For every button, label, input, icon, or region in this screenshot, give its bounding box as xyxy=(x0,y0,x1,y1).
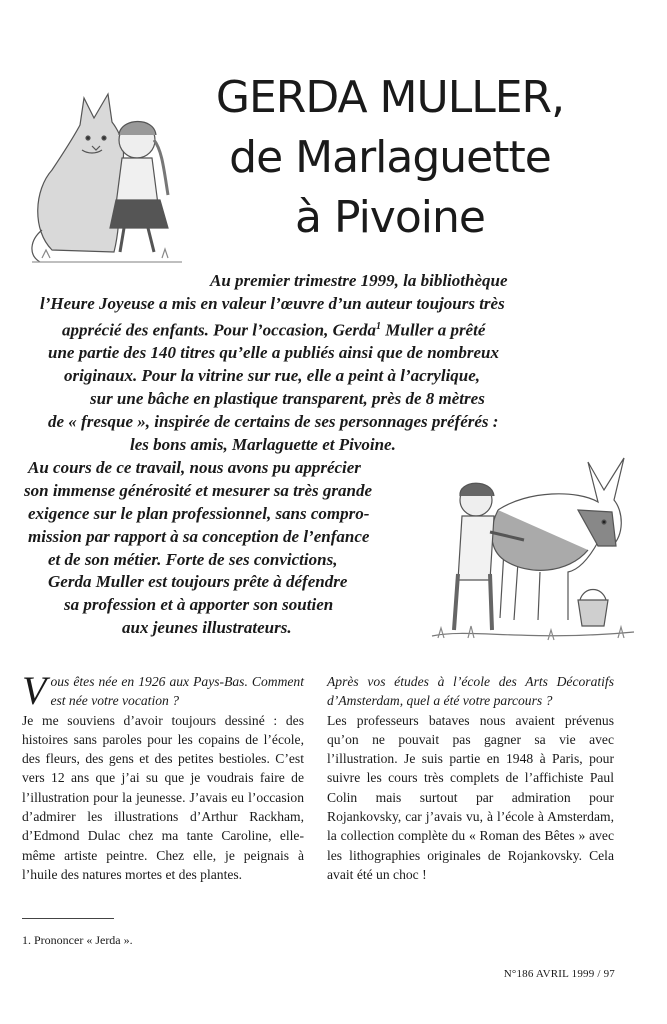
intro-line: exigence sur le plan professionnel, sans compro- xyxy=(28,503,370,523)
intro-line: sur une bâche en plastique transparent, près de 8 mètres xyxy=(90,389,485,409)
intro-line: l’Heure Joyeuse a mis en valeur l’œuvre d’un auteur toujours très xyxy=(40,293,505,313)
intro-line: Au cours de ce travail, nous avons pu apprécier xyxy=(28,457,361,477)
drop-cap: V xyxy=(22,668,47,713)
intro-line: une partie des 140 titres qu’elle a publiés ainsi que de nombreux xyxy=(48,343,499,363)
intro-line: aux jeunes illustrateurs. xyxy=(122,618,292,638)
intro-line: Au premier trimestre 1999, la bibliothèque xyxy=(210,271,508,290)
intro-line: sa profession et à apporter son soutien xyxy=(64,595,334,615)
intro-line: originaux. Pour la vitrine sur rue, elle a peint à l’acrylique, xyxy=(64,366,481,386)
intro-line: apprécié des enfants. Pour l’occasion, Gerda$^1$ Muller a prêté xyxy=(62,320,486,340)
intro-line: Gerda Muller est toujours prête à défendre xyxy=(48,572,348,592)
wolf-and-girl-illustration xyxy=(22,80,192,270)
right-column xyxy=(327,672,614,884)
intro-line: mission par rapport à sa conception de l’enfance xyxy=(28,526,370,546)
footnote: 1. Prononcer « Jerda ». xyxy=(22,933,133,947)
page-folio: N°186 AVRIL 1999 / 97 xyxy=(503,968,615,980)
intro-line: de « fresque », inspirée de certains de ses personnages préférés : xyxy=(48,412,499,432)
boy-and-donkey-illustration xyxy=(428,450,638,650)
intro-line: les bons amis, Marlaguette et Pivoine. xyxy=(130,435,396,454)
interview-answer: Les professeurs bataves nous avaient prévenus qu’on ne pouvait pas gagner sa vie avec l’illustration. Je suis partie en 1948 à Paris, pour suivre les cours très complets de l’affichiste Paul Colin mais surtout par admiration pour Rojankovsky, car j’avais vu, à l’école à Amsterdam, la collection complète du « Roman des Bêtes » avec les lithographies originales de Rojankovsky. Cela avait été un choc ! xyxy=(327,712,614,882)
interview-answer: Je me souviens d’avoir toujours dessiné : des histoires sans paroles pour les copains de l’école, des fleurs, des gens et des petites bestioles. C’est vers 12 ans que j’ai su que je voudrais faire de l’illustration pour la jeunesse. J’avais eu l’occasion d’admirer les illustrations d’Arthur Rackham, d’Edmond Dulac chez ma tante Caroline, elle-même artiste peintre. Chez elle, je peignais à l’huile des natures mortes et des plantes. xyxy=(22,712,304,882)
intro-line: et de son métier. Forte de ses convictions, xyxy=(48,549,338,569)
footnote-marker: 1 xyxy=(376,320,382,332)
page-title xyxy=(190,68,590,248)
interview-question: Vous êtes née en 1926 aux Pays-Bas. Comment est née votre vocation ? xyxy=(22,668,304,713)
interview-question: Après vos études à l’école des Arts Décoratifs d’Amsterdam, quel a été votre parcours ? xyxy=(327,674,614,709)
title-line-3: à Pivoine xyxy=(295,192,485,243)
intro-line: son immense générosité et mesurer sa très grande xyxy=(24,480,373,500)
footnote-rule xyxy=(22,918,114,919)
title-line-1: GERDA MULLER, xyxy=(215,72,565,123)
left-column xyxy=(22,668,304,884)
title-line-2: de Marlaguette xyxy=(229,132,551,183)
